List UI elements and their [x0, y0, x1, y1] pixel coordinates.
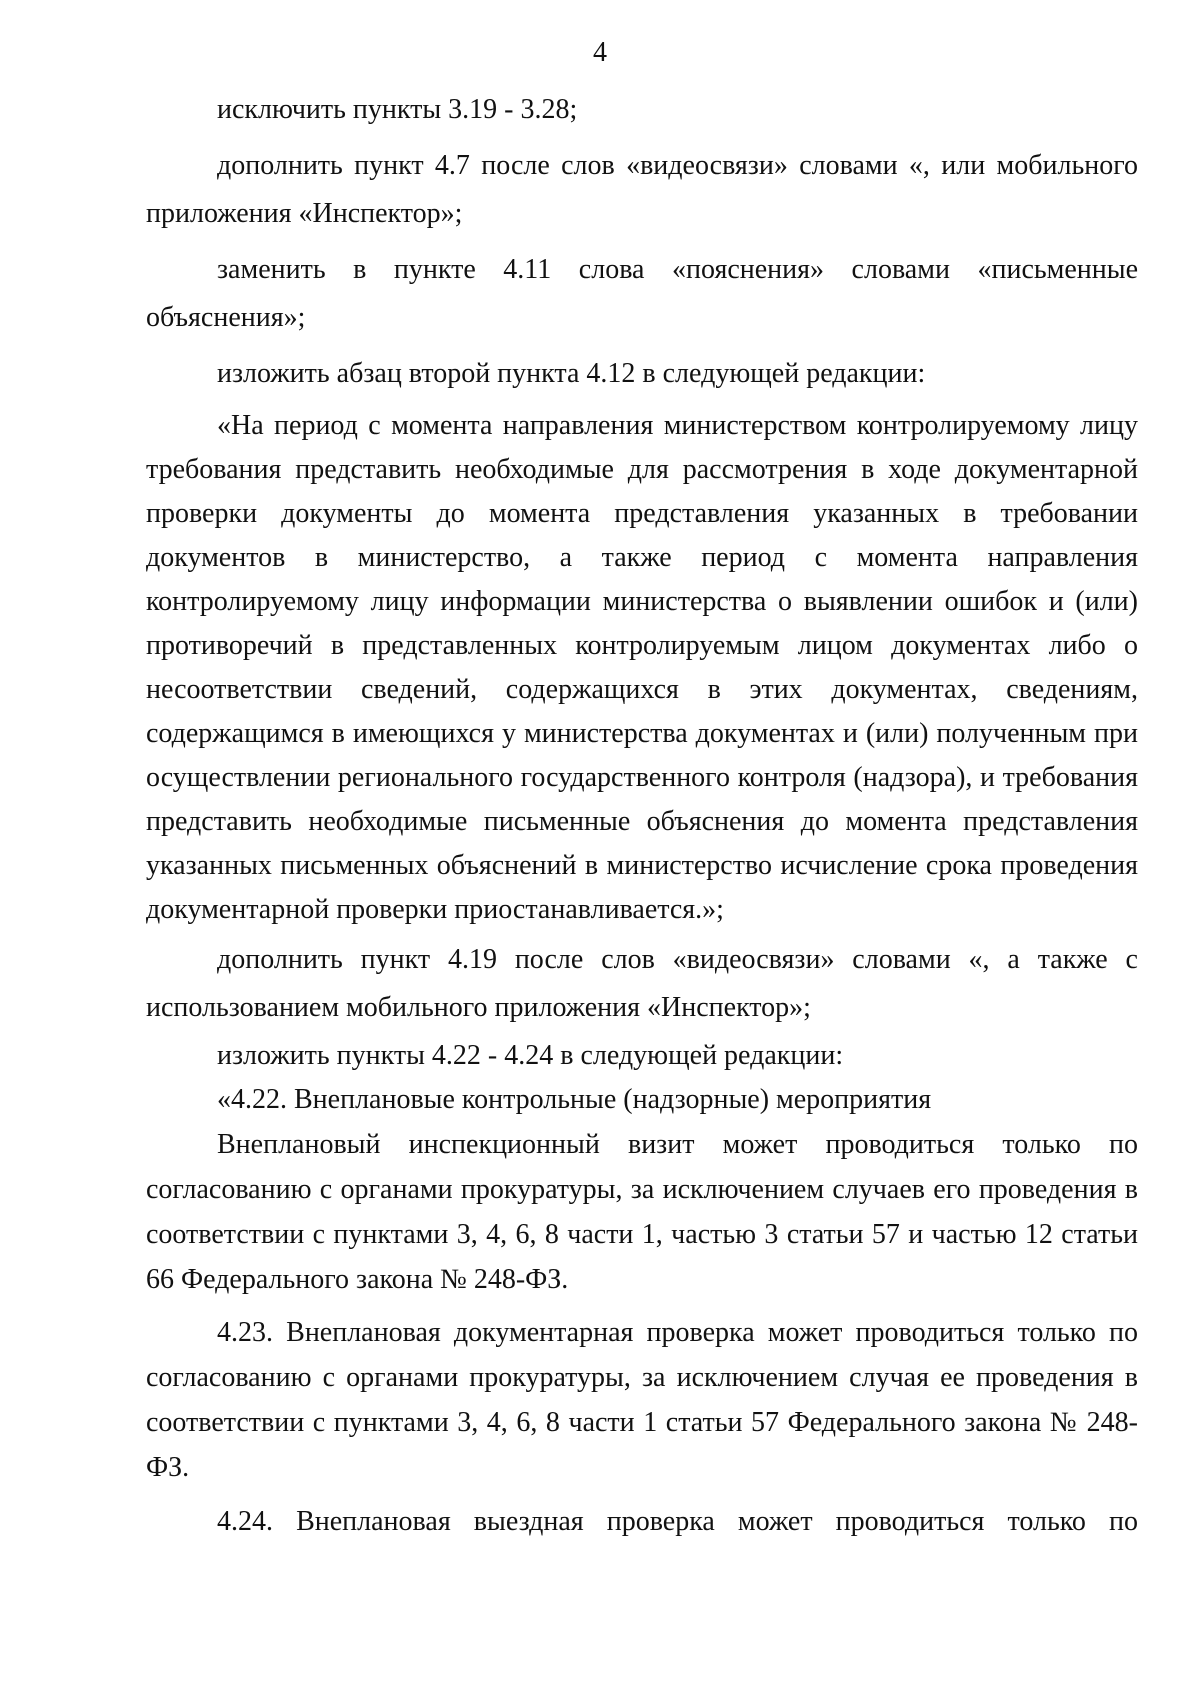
paragraph-amend-4-7: дополнить пункт 4.7 после слов «видеосвязи» словами «, или мобильного приложения «Инспектор»; [146, 150, 1138, 229]
paragraph-4-23: 4.23. Внеплановая документарная проверка может проводиться только по согласованию с органами прокуратуры, за исключением случая ее проведения в соответствии с пунктами 3, 4, 6, 8 части 1 статьи 57 Федерального закона № 248-ФЗ. [146, 1317, 1138, 1483]
paragraph-exclude-items: исключить пункты 3.19 - 3.28; [217, 94, 578, 125]
paragraph-replace-4-11: заменить в пункте 4.11 слова «пояснения» словами «письменные объяснения»; [146, 254, 1138, 333]
page-number: 4 [593, 37, 607, 68]
paragraph-heading-4-22: «4.22. Внеплановые контрольные (надзорные) мероприятия [217, 1084, 932, 1115]
paragraph-restate-4-12: изложить абзац второй пункта 4.12 в следующей редакции: [217, 358, 926, 389]
paragraph-restate-4-22-4-24: изложить пункты 4.22 - 4.24 в следующей редакции: [217, 1040, 844, 1071]
document-body [146, 86, 1138, 1546]
paragraph-amend-4-19: дополнить пункт 4.19 после слов «видеосвязи» словами «, а также с использованием мобильного приложения «Инспектор»; [146, 944, 1138, 1023]
paragraph-unplanned-visit: Внеплановый инспекционный визит может проводиться только по согласованию с органами прокуратуры, за исключением случаев его проведения в соответствии с пунктами 3, 4, 6, 8 части 1, частью 3 статьи 57 и частью 12 статьи 66 Федерального закона № 248-ФЗ. [146, 1129, 1138, 1295]
paragraph-quote-4-12: «На период с момента направления министерством контролируемому лицу требования представить необходимые для рассмотрения в ходе документарной проверки документы до момента представления указанных в требовании документов в министерство, а также период с момента направления контролируемому лицу информации министерства о выявлении ошибок и (или) противоречий в представленных контролируемым лицом документах либо о несоответствии сведений, содержащихся в этих документах, сведениям, содержащимся в имеющихся у министерства документах и (или) полученным при осуществлении регионального государственного контроля (надзора), и требования представить необходимые письменные объяснения до момента представления указанных письменных объяснений в министерство исчисление срока проведения документарной проверки приостанавливается.»; [146, 410, 1138, 925]
paragraph-4-24: 4.24. Внеплановая выездная проверка может проводиться только по [217, 1506, 1138, 1537]
